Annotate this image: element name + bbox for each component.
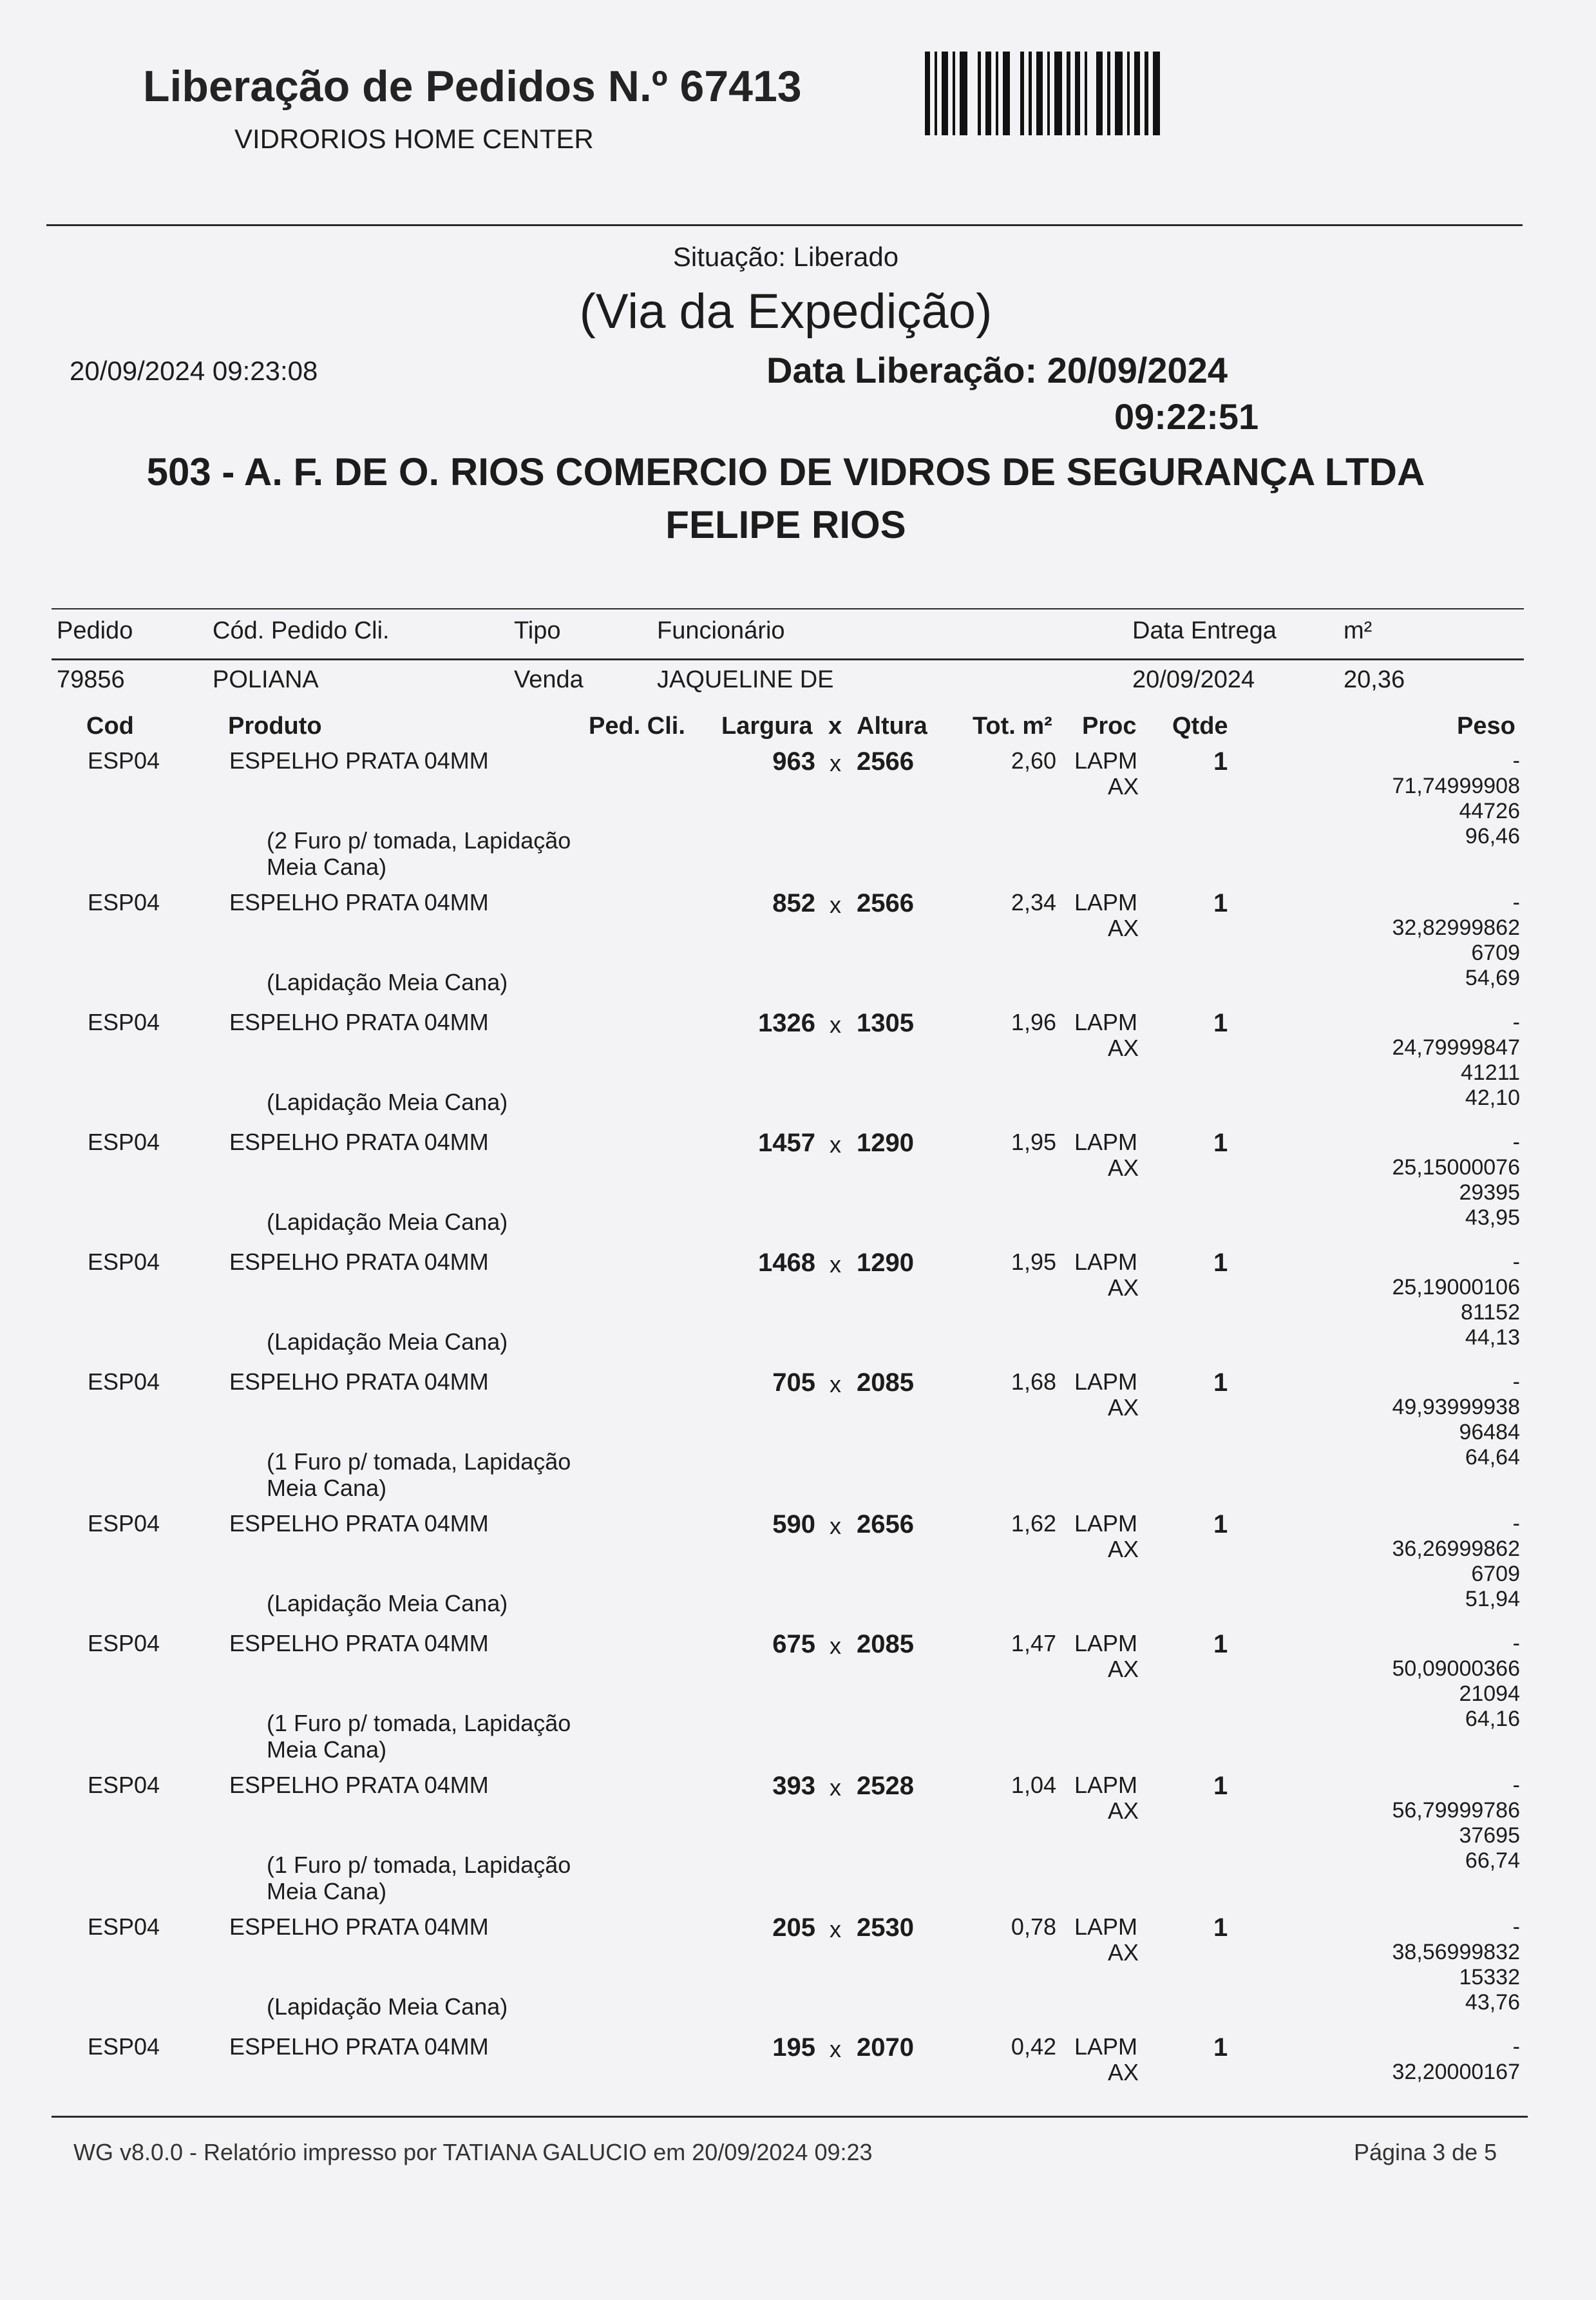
row-proc-1: LAPM	[1074, 1630, 1138, 1656]
row-proc-2: AX	[1108, 1797, 1139, 1824]
row-peso-dash: -	[1512, 2035, 1520, 2059]
row-peso-dash: -	[1512, 1370, 1520, 1394]
row-proc-2: AX	[1108, 2059, 1139, 2085]
row-peso-2: 41211	[1460, 1060, 1520, 1085]
col-header-produto: Produto	[228, 713, 322, 740]
header-m2: m²	[1344, 617, 1373, 644]
row-cod: ESP04	[88, 1249, 160, 1275]
header-cod-pedido-cli: Cód. Pedido Cli.	[213, 617, 390, 644]
row-peso-3: 51,94	[1465, 1587, 1520, 1611]
row-produto: ESPELHO PRATA 04MM	[229, 1772, 489, 1798]
row-proc-1: LAPM	[1074, 1510, 1138, 1537]
row-largura: 1326	[758, 1009, 815, 1037]
row-peso-3: 66,74	[1465, 1848, 1520, 1873]
company-name: VIDRORIOS HOME CENTER	[234, 124, 594, 154]
row-peso-3: 42,10	[1465, 1086, 1520, 1110]
row-cod: ESP04	[88, 747, 160, 774]
row-peso-2: 29395	[1459, 1180, 1520, 1205]
row-peso-1: 36,26999862	[1392, 1537, 1520, 1561]
row-x: x	[830, 750, 841, 776]
row-produto: ESPELHO PRATA 04MM	[229, 889, 489, 915]
col-header-proc: Proc	[1082, 713, 1137, 740]
release-time: 09:22:51	[1114, 396, 1259, 437]
footer-report-info: WG v8.0.0 - Relatório impresso por TATIANA GALUCIO em 20/09/2024 09:23	[73, 2139, 873, 2165]
value-data-entrega: 20/09/2024	[1132, 666, 1255, 693]
row-observation: (1 Furo p/ tomada, Lapidação Meia Cana)	[267, 1448, 571, 1501]
row-largura: 705	[772, 1368, 815, 1397]
row-cod: ESP04	[88, 1009, 160, 1035]
row-tot-m2: 1,96	[1011, 1009, 1056, 1035]
row-peso-dash: -	[1512, 1773, 1520, 1797]
row-produto: ESPELHO PRATA 04MM	[229, 747, 489, 774]
row-produto: ESPELHO PRATA 04MM	[229, 1630, 489, 1656]
value-m2: 20,36	[1344, 666, 1405, 693]
row-peso-2: 37695	[1459, 1823, 1520, 1848]
row-tot-m2: 1,68	[1011, 1368, 1056, 1395]
col-header-altura: Altura	[857, 713, 927, 740]
row-altura: 2528	[857, 1772, 914, 1800]
row-peso-1: 32,20000167	[1392, 2060, 1520, 2084]
row-proc-2: AX	[1108, 1536, 1139, 1562]
row-proc-2: AX	[1108, 1035, 1139, 1061]
row-peso-3: 54,69	[1465, 966, 1520, 990]
col-header-peso: Peso	[1457, 713, 1515, 740]
row-largura: 1468	[758, 1249, 815, 1277]
row-peso-1: 49,93999938	[1392, 1395, 1520, 1419]
via-label: (Via da Expedição)	[579, 284, 993, 339]
row-peso-dash: -	[1512, 1631, 1520, 1656]
row-peso-2: 15332	[1459, 1965, 1520, 1989]
header-funcionario: Funcionário	[657, 617, 785, 644]
row-tot-m2: 2,60	[1011, 747, 1056, 774]
row-peso-dash: -	[1512, 1915, 1520, 1939]
row-altura: 2530	[857, 1913, 914, 1942]
row-x: x	[830, 1011, 841, 1038]
row-largura: 195	[772, 2033, 815, 2062]
value-funcionario: JAQUELINE DE	[657, 666, 834, 693]
row-peso-3: 96,46	[1465, 824, 1520, 848]
row-cod: ESP04	[88, 1510, 160, 1537]
row-peso-2: 96484	[1459, 1420, 1520, 1444]
row-cod: ESP04	[88, 1772, 160, 1798]
row-cod: ESP04	[88, 1630, 160, 1656]
row-largura: 675	[772, 1630, 815, 1658]
situation-status: Situação: Liberado	[672, 242, 899, 272]
row-cod: ESP04	[88, 1129, 160, 1155]
row-tot-m2: 2,34	[1011, 889, 1056, 915]
row-altura: 2070	[857, 2033, 914, 2062]
row-qtde: 1	[1213, 1009, 1228, 1037]
row-x: x	[830, 1916, 841, 1942]
row-x: x	[830, 892, 841, 918]
row-cod: ESP04	[88, 889, 160, 915]
row-observation: (Lapidação Meia Cana)	[267, 1209, 508, 1235]
row-produto: ESPELHO PRATA 04MM	[229, 2033, 489, 2060]
row-peso-1: 71,74999908	[1392, 774, 1520, 798]
row-peso-3: 44,13	[1465, 1325, 1520, 1350]
row-observation: (Lapidação Meia Cana)	[267, 1993, 508, 2020]
col-header-tot-m2: Tot. m²	[973, 713, 1052, 740]
row-proc-2: AX	[1108, 1155, 1139, 1181]
row-proc-1: LAPM	[1074, 889, 1138, 915]
row-proc-1: LAPM	[1074, 2033, 1138, 2060]
row-peso-1: 25,15000076	[1392, 1155, 1520, 1180]
row-altura: 2085	[857, 1368, 914, 1397]
row-proc-1: LAPM	[1074, 1009, 1138, 1035]
printed-timestamp: 20/09/2024 09:23:08	[70, 356, 318, 386]
header-data-entrega: Data Entrega	[1132, 617, 1277, 644]
row-peso-dash: -	[1512, 1010, 1520, 1035]
row-peso-1: 50,09000366	[1392, 1656, 1520, 1681]
row-x: x	[830, 2036, 841, 2062]
row-peso-dash: -	[1512, 890, 1520, 915]
row-proc-1: LAPM	[1074, 1772, 1138, 1798]
row-proc-1: LAPM	[1074, 1368, 1138, 1395]
col-header-qtde: Qtde	[1172, 713, 1228, 740]
row-proc-2: AX	[1108, 915, 1139, 941]
header-pedido: Pedido	[57, 617, 133, 644]
value-tipo: Venda	[514, 666, 584, 693]
row-qtde: 1	[1213, 1129, 1228, 1157]
row-peso-dash: -	[1512, 1511, 1520, 1536]
row-largura: 205	[772, 1913, 815, 1942]
value-pedido: 79856	[57, 666, 125, 693]
row-x: x	[830, 1371, 841, 1397]
row-produto: ESPELHO PRATA 04MM	[229, 1129, 489, 1155]
row-proc-1: LAPM	[1074, 1249, 1138, 1275]
row-peso-2: 44726	[1459, 799, 1520, 823]
row-peso-dash: -	[1512, 1130, 1520, 1155]
row-tot-m2: 1,04	[1011, 1772, 1056, 1798]
row-largura: 963	[772, 747, 815, 776]
row-largura: 1457	[758, 1129, 815, 1157]
footer-page-number: Página 3 de 5	[1354, 2139, 1497, 2165]
row-qtde: 1	[1213, 1368, 1228, 1397]
row-produto: ESPELHO PRATA 04MM	[229, 1249, 489, 1275]
row-tot-m2: 0,42	[1011, 2033, 1056, 2060]
row-altura: 1290	[857, 1249, 914, 1277]
row-observation: (1 Furo p/ tomada, Lapidação Meia Cana)	[267, 1710, 571, 1763]
row-qtde: 1	[1213, 1913, 1228, 1942]
barcode	[925, 52, 1183, 135]
row-peso-1: 32,82999862	[1392, 915, 1520, 940]
row-peso-2: 6709	[1471, 1562, 1520, 1586]
row-altura: 2566	[857, 747, 914, 776]
col-header-x: x	[828, 713, 842, 740]
row-qtde: 1	[1213, 1630, 1228, 1658]
row-peso-1: 56,79999786	[1392, 1798, 1520, 1823]
row-x: x	[830, 1633, 841, 1659]
row-tot-m2: 1,95	[1011, 1249, 1056, 1275]
row-qtde: 1	[1213, 1772, 1228, 1800]
row-qtde: 1	[1213, 1249, 1228, 1277]
row-peso-2: 6709	[1471, 941, 1520, 965]
row-tot-m2: 1,62	[1011, 1510, 1056, 1537]
row-proc-2: AX	[1108, 773, 1139, 800]
row-altura: 2085	[857, 1630, 914, 1658]
row-peso-1: 38,56999832	[1392, 1940, 1520, 1964]
row-proc-1: LAPM	[1074, 747, 1138, 774]
row-x: x	[830, 1251, 841, 1278]
row-observation: (2 Furo p/ tomada, Lapidação Meia Cana)	[267, 827, 571, 880]
divider-order-top	[52, 608, 1524, 609]
row-peso-3: 64,16	[1465, 1707, 1520, 1731]
row-peso-2: 21094	[1459, 1682, 1520, 1706]
row-tot-m2: 1,95	[1011, 1129, 1056, 1155]
divider-top	[46, 224, 1523, 226]
row-proc-2: AX	[1108, 1394, 1139, 1421]
row-altura: 2656	[857, 1510, 914, 1538]
row-qtde: 1	[1213, 889, 1228, 917]
row-observation: (Lapidação Meia Cana)	[267, 1089, 508, 1115]
row-peso-1: 25,19000106	[1392, 1275, 1520, 1299]
row-produto: ESPELHO PRATA 04MM	[229, 1510, 489, 1537]
row-largura: 852	[772, 889, 815, 917]
row-peso-3: 43,76	[1465, 1990, 1520, 2015]
row-proc-1: LAPM	[1074, 1129, 1138, 1155]
client-contact: FELIPE RIOS	[665, 503, 906, 546]
row-tot-m2: 1,47	[1011, 1630, 1056, 1656]
row-peso-2: 81152	[1460, 1300, 1520, 1325]
row-observation: (1 Furo p/ tomada, Lapidação Meia Cana)	[267, 1852, 571, 1904]
row-altura: 1305	[857, 1009, 914, 1037]
row-altura: 1290	[857, 1129, 914, 1157]
row-cod: ESP04	[88, 1368, 160, 1395]
row-peso-1: 24,79999847	[1392, 1035, 1520, 1060]
row-x: x	[830, 1513, 841, 1539]
row-peso-dash: -	[1512, 749, 1520, 773]
row-largura: 590	[772, 1510, 815, 1538]
row-x: x	[830, 1774, 841, 1801]
row-x: x	[830, 1131, 841, 1158]
row-observation: (Lapidação Meia Cana)	[267, 1328, 508, 1355]
release-date: Data Liberação: 20/09/2024	[766, 350, 1228, 390]
row-largura: 393	[772, 1772, 815, 1800]
row-peso-dash: -	[1512, 1250, 1520, 1274]
col-header-ped-cli: Ped. Cli.	[589, 713, 685, 740]
row-observation: (Lapidação Meia Cana)	[267, 969, 508, 995]
row-cod: ESP04	[88, 2033, 160, 2060]
row-peso-3: 64,64	[1465, 1445, 1520, 1470]
header-tipo: Tipo	[514, 617, 561, 644]
value-cod-pedido-cli: POLIANA	[213, 666, 319, 693]
col-header-cod: Cod	[86, 713, 134, 740]
row-observation: (Lapidação Meia Cana)	[267, 1590, 508, 1616]
row-proc-1: LAPM	[1074, 1913, 1138, 1940]
row-proc-2: AX	[1108, 1939, 1139, 1966]
divider-footer	[52, 2116, 1528, 2118]
divider-order-mid	[52, 658, 1524, 660]
row-proc-2: AX	[1108, 1656, 1139, 1682]
document-title: Liberação de Pedidos N.º 67413	[143, 62, 802, 111]
row-produto: ESPELHO PRATA 04MM	[229, 1368, 489, 1395]
row-produto: ESPELHO PRATA 04MM	[229, 1009, 489, 1035]
row-proc-2: AX	[1108, 1274, 1139, 1301]
row-qtde: 1	[1213, 2033, 1228, 2062]
row-qtde: 1	[1213, 1510, 1228, 1538]
row-qtde: 1	[1213, 747, 1228, 776]
row-altura: 2566	[857, 889, 914, 917]
client-name: 503 - A. F. DE O. RIOS COMERCIO DE VIDROS DE SEGURANÇA LTDA	[146, 450, 1425, 494]
row-tot-m2: 0,78	[1011, 1913, 1056, 1940]
col-header-largura: Largura	[721, 713, 813, 740]
row-produto: ESPELHO PRATA 04MM	[229, 1913, 489, 1940]
row-peso-3: 43,95	[1465, 1205, 1520, 1230]
row-cod: ESP04	[88, 1913, 160, 1940]
